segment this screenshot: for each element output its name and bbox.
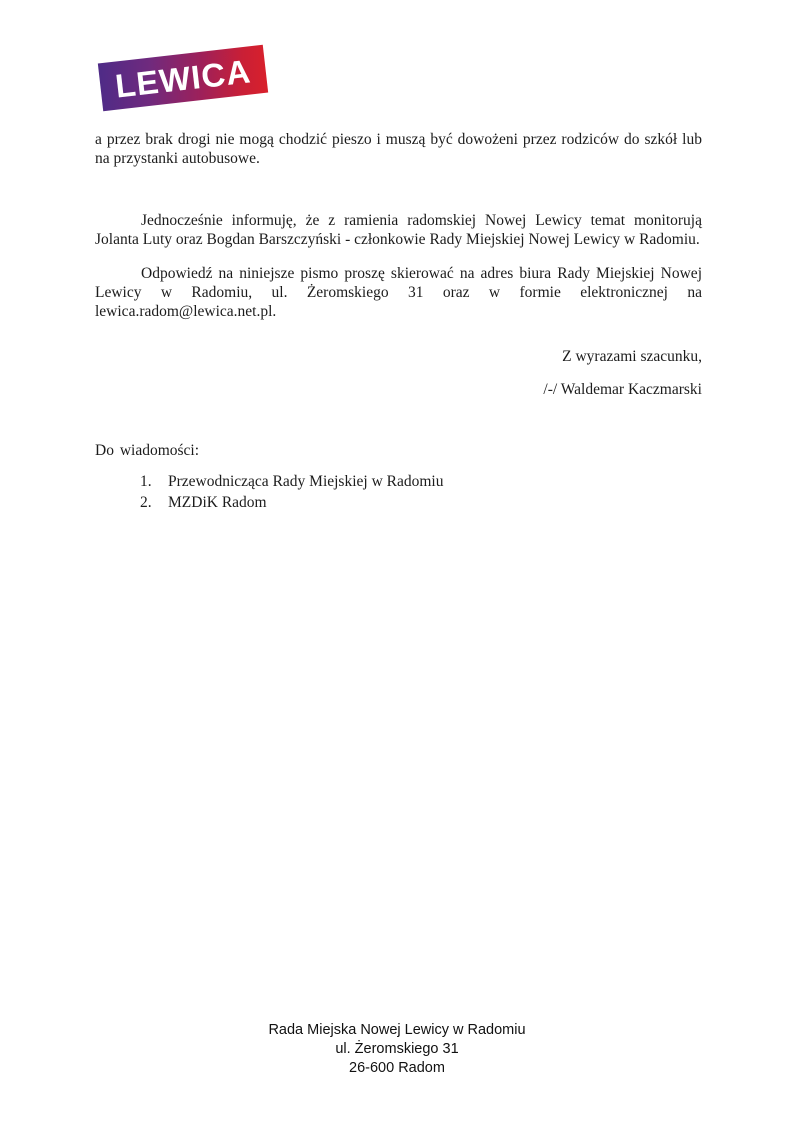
- lewica-logo-text: LEWICA: [113, 51, 253, 105]
- signature-name: /-/ Waldemar Kaczmarski: [543, 381, 702, 398]
- footer-organization: Rada Miejska Nowej Lewicy w Radomiu: [268, 1022, 526, 1038]
- footer-street: ul. Żeromskiego 31: [335, 1041, 459, 1057]
- paragraph-monitoring: Jednocześnie informuję, że z ramienia radomskiej Nowej Lewicy temat monitorują Jolanta Luty oraz Bogdan Barszczyński - członkowie Rady Miejskiej Nowej Lewicy w Radomiu.: [95, 211, 702, 248]
- cc-item-number: 1.: [140, 473, 152, 490]
- cc-heading: Do wiadomości:: [95, 442, 200, 459]
- cc-item: [140, 492, 443, 513]
- cc-item: [140, 471, 443, 492]
- footer-city: 26-600 Radom: [349, 1060, 445, 1076]
- cc-item-text: MZDiK Radom: [168, 494, 267, 511]
- letter-footer: [0, 1021, 794, 1078]
- cc-item-number: 2.: [140, 494, 152, 511]
- paragraph-reply-address: Odpowiedź na niniejsze pismo proszę skierować na adres biura Rady Miejskiej Nowej Lewicy w Radomiu, ul. Żeromskiego 31 oraz w formie elektronicznej na lewica.radom@lewica.net.pl.: [95, 264, 702, 320]
- cc-list: [140, 471, 443, 513]
- lewica-logo: [98, 45, 268, 111]
- closing-salutation: Z wyrazami szacunku,: [562, 348, 702, 365]
- paragraph-continuation: a przez brak drogi nie mogą chodzić pieszo i muszą być dowożeni przez rodziców do szkół lub na przystanki autobusowe.: [95, 130, 702, 167]
- cc-item-text: Przewodnicząca Rady Miejskiej w Radomiu: [168, 473, 444, 490]
